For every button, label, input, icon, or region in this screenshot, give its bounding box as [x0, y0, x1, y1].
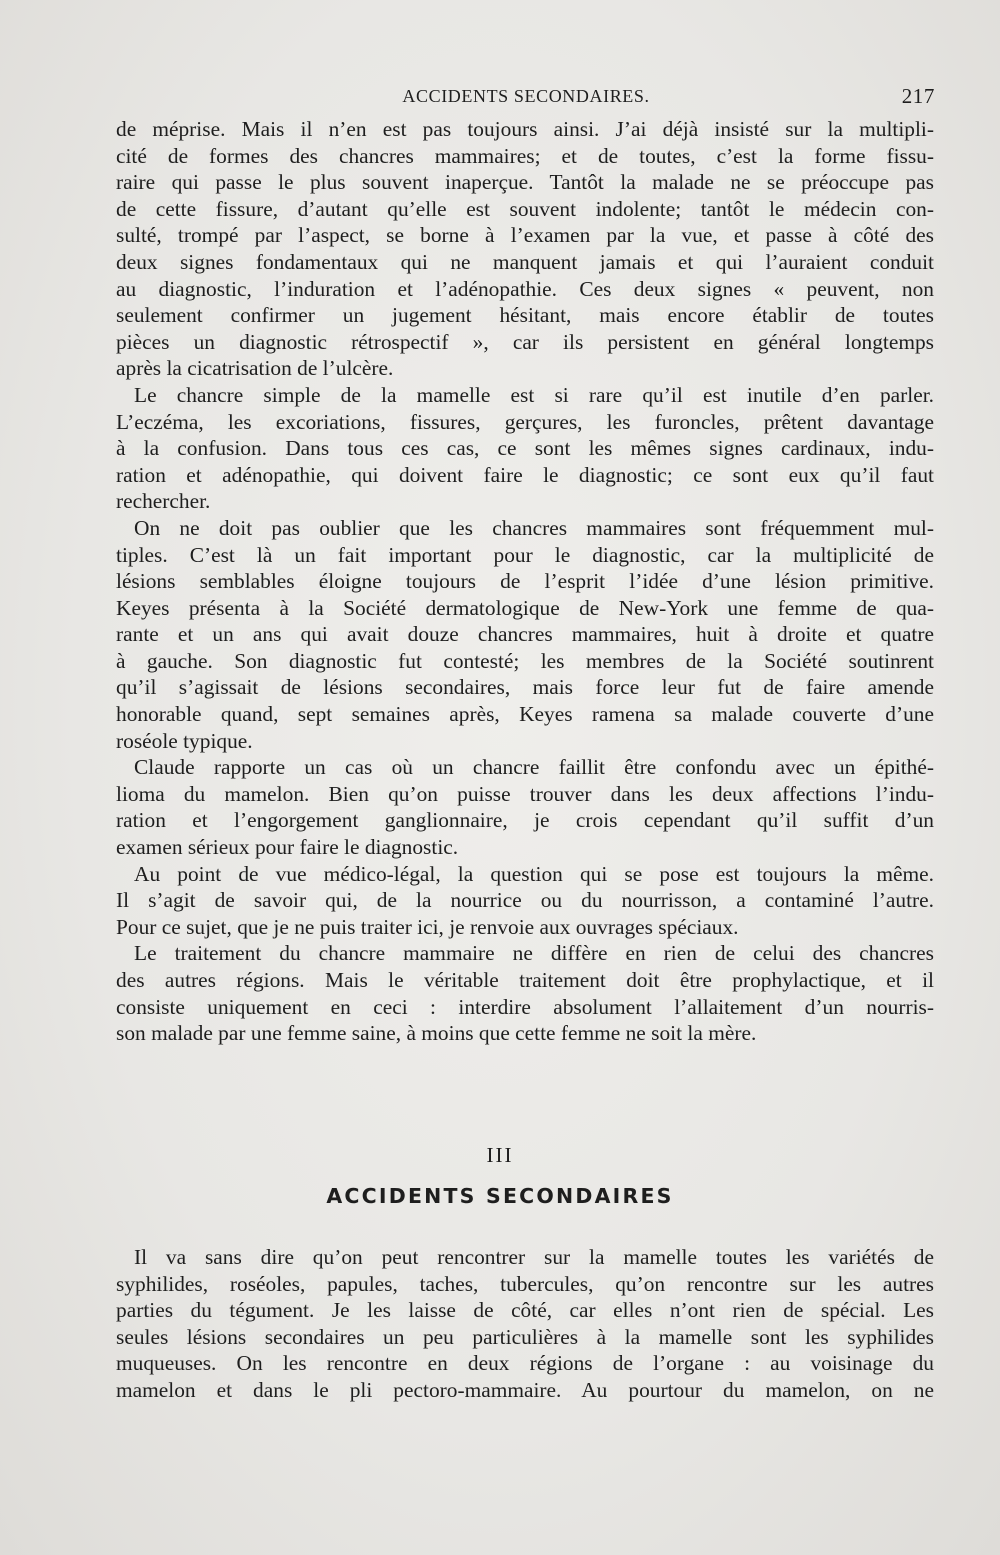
text-line: ration et l’engorgement ganglionnaire, je crois cependant qu’il suffit d’un — [116, 808, 934, 833]
text-line: Il va sans dire qu’on peut rencontrer sur la mamelle toutes les variétés de — [134, 1245, 934, 1269]
paragraph — [116, 1244, 934, 1404]
text-line: On ne doit pas oublier que les chancres mammaires sont fréquemment mul- — [134, 515, 934, 540]
text-line: deux signes fondamentaux qui ne manquent jamais et qui l’auraient conduit — [116, 249, 934, 274]
running-head-title: ACCIDENTS SECONDAIRES. — [402, 86, 650, 106]
text-line: L’eczéma, les excoriations, fissures, gerçures, les furoncles, prêtent davantage — [116, 409, 934, 434]
paragraph — [116, 754, 934, 860]
text-line: raire qui passe le plus souvent inaperçue. Tantôt la malade ne se préoccupe pas — [116, 170, 934, 195]
text-line: Il s’agit de savoir qui, de la nourrice ou du nourrisson, a contaminé l’autre. — [116, 888, 934, 913]
text-line: son malade par une femme saine, à moins que cette femme ne soit la mère. — [116, 1021, 757, 1046]
text-line: au diagnostic, l’induration et l’adénopathie. Ces deux signes « peuvent, non — [116, 276, 934, 301]
text-line: qu’il s’agissait de lésions secondaires, mais force leur fut de faire amende — [116, 675, 934, 700]
text-line: des autres régions. Mais le véritable traitement doit être prophylactique, et il — [116, 968, 934, 992]
paragraph — [116, 861, 934, 941]
text-line: syphilides, roséoles, papules, taches, tubercules, qu’on rencontre sur les autres — [116, 1271, 934, 1296]
text-line: roséole typique. — [116, 728, 253, 753]
text-line: Au point de vue médico-légal, la question qui se pose est toujours la même. — [134, 861, 934, 886]
text-line: à la confusion. Dans tous ces cas, ce sont les mêmes signes cardinaux, indu- — [116, 436, 934, 461]
text-line: consiste uniquement en ceci : interdire absolument l’allaitement d’un nourris- — [116, 994, 934, 1019]
section-number: III — [486, 1143, 514, 1167]
text-line: Le chancre simple de la mamelle est si rare qu’il est inutile d’en parler. — [134, 382, 934, 407]
text-line: pièces un diagnostic rétrospectif », car ils persistent en général longtemps — [116, 329, 934, 354]
paragraph — [116, 515, 934, 754]
paragraph — [116, 116, 934, 382]
text-line: mamelon et dans le pli pectoro-mammaire. Au pourtour du mamelon, on ne — [116, 1377, 934, 1402]
text-line: seulement confirmer un jugement hésitant, mais encore établir de toutes — [116, 303, 934, 328]
page-number: 217 — [901, 84, 935, 108]
text-line: Le traitement du chancre mammaire ne diffère en rien de celui des chancres — [134, 941, 934, 966]
section-heading: ACCIDENTS SECONDAIRES — [326, 1184, 674, 1208]
text-line: Keyes présenta à la Société dermatologique de New-York une femme de qua- — [116, 595, 934, 620]
text-line: lioma du mamelon. Bien qu’on puisse trouver dans les deux affections l’indu- — [116, 781, 934, 806]
paragraph — [116, 940, 934, 1046]
text-line: Pour ce sujet, que je ne puis traiter ici, je renvoie aux ouvrages spéciaux. — [116, 914, 739, 939]
text-line: de méprise. Mais il n’en est pas toujours ainsi. J’ai déjà insisté sur la multipli- — [116, 117, 934, 141]
section-body-text — [116, 1244, 934, 1404]
body-text — [116, 116, 934, 1047]
text-line: sulté, trompé par l’aspect, se borne à l’examen par la vue, et passe à côté des — [116, 223, 934, 248]
text-line: après la cicatrisation de l’ulcère. — [116, 356, 394, 381]
text-line: honorable quand, sept semaines après, Keyes ramena sa malade couverte d’une — [116, 702, 934, 727]
text-line: rante et un ans qui avait douze chancres mammaires, huit à droite et quatre — [116, 622, 934, 647]
text-line: examen sérieux pour faire le diagnostic. — [116, 835, 459, 860]
text-line: lésions semblables éloigne toujours de l’esprit l’idée d’une lésion primitive. — [116, 569, 934, 594]
text-line: à gauche. Son diagnostic fut contesté; les membres de la Société soutinrent — [116, 648, 934, 673]
text-line: rechercher. — [116, 489, 211, 514]
text-line: parties du tégument. Je les laisse de côté, car elles n’ont rien de spécial. Les — [116, 1298, 934, 1323]
text-line: de cette fissure, d’autant qu’elle est souvent indolente; tantôt le médecin con- — [116, 196, 934, 221]
text-line: muqueuses. On les rencontre en deux régions de l’organe : au voisinage du — [116, 1351, 934, 1376]
text-line: seules lésions secondaires un peu particulières à la mamelle sont les syphilides — [116, 1324, 934, 1349]
text-line: ration et adénopathie, qui doivent faire le diagnostic; ce sont eux qu’il faut — [116, 462, 934, 487]
text-line: cité de formes des chancres mammaires; et de toutes, c’est la forme fissu- — [116, 143, 934, 168]
text-line: tiples. C’est là un fait important pour le diagnostic, car la multiplicité de — [116, 542, 934, 567]
paragraph — [116, 382, 934, 515]
text-line: Claude rapporte un cas où un chancre faillit être confondu avec un épithé- — [134, 755, 934, 780]
running-head — [117, 86, 935, 112]
